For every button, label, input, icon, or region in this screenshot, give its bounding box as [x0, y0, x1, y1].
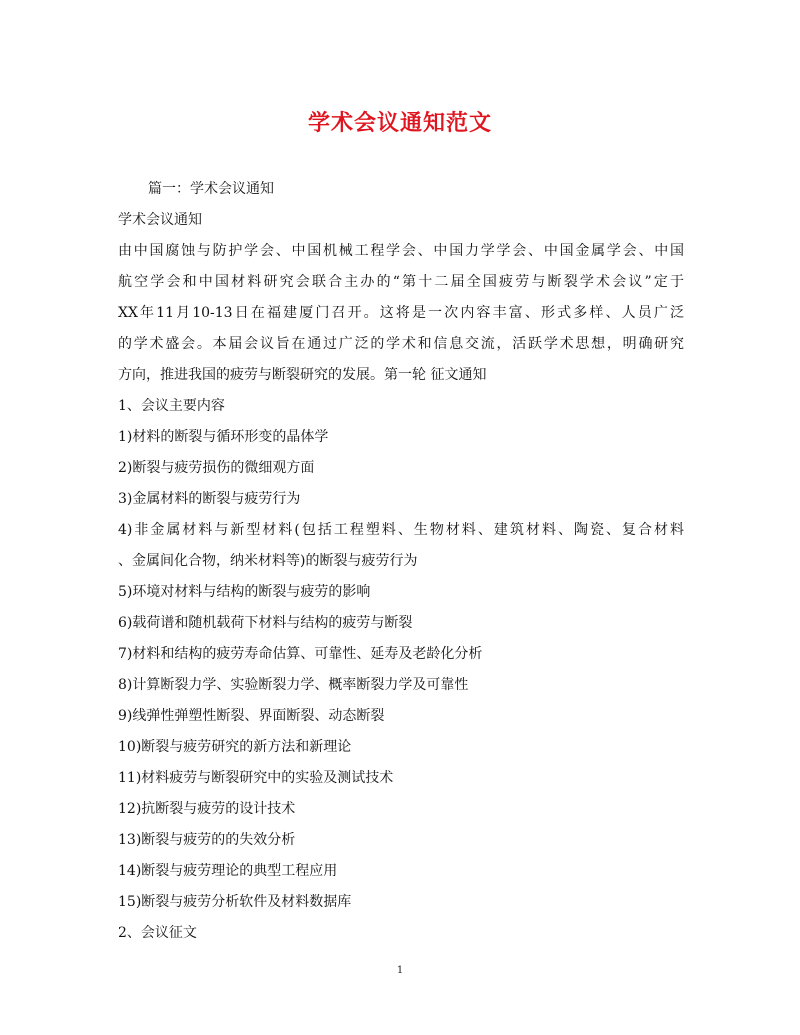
- intro-line: XX年11月10-13日在福建厦门召开。这将是一次内容丰富、形式多样、人员广泛: [118, 305, 684, 321]
- papers-heading: 2、会议征文: [118, 925, 197, 941]
- topic-item: 11)材料疲劳与断裂研究中的实验及测试技术: [118, 770, 394, 786]
- topic-item: 4)非金属材料与新型材料(包括工程塑料、生物材料、建筑材料、陶瓷、复合材料: [118, 522, 684, 538]
- topic-item: 15)断裂与疲劳分析软件及材料数据库: [118, 894, 352, 910]
- page-number: 1: [396, 965, 404, 976]
- topic-item: 3)金属材料的断裂与疲劳行为: [118, 491, 301, 507]
- intro-line: 由中国腐蚀与防护学会、中国机械工程学会、中国力学学会、中国金属学会、中国: [118, 243, 684, 259]
- topic-item: 2)断裂与疲劳损伤的微细观方面: [118, 460, 315, 476]
- topic-item: 8)计算断裂力学、实验断裂力学、概率断裂力学及可靠性: [118, 677, 469, 693]
- topic-item: 9)线弹性弹塑性断裂、界面断裂、动态断裂: [118, 708, 385, 724]
- topic-item: 、金属间化合物，纳米材料等)的断裂与疲劳行为: [118, 553, 418, 569]
- intro-line: 方向，推进我国的疲劳与断裂研究的发展。第一轮 征文通知: [118, 367, 487, 383]
- document-title: 学术会议通知范文: [307, 110, 492, 136]
- subheading: 学术会议通知: [118, 212, 202, 228]
- intro-line: 的学术盛会。本届会议旨在通过广泛的学术和信息交流，活跃学术思想，明确研究: [118, 336, 684, 352]
- topic-item: 13)断裂与疲劳的的失效分析: [118, 832, 296, 848]
- topic-item: 7)材料和结构的疲劳寿命估算、可靠性、延寿及老龄化分析: [118, 646, 483, 662]
- topic-item: 5)环境对材料与结构的断裂与疲劳的影响: [118, 584, 371, 600]
- intro-line: 航空学会和中国材料研究会联合主办的“第十二届全国疲劳与断裂学术会议”定于: [118, 274, 684, 290]
- document-body: [118, 174, 684, 949]
- topic-item: 10)断裂与疲劳研究的新方法和新理论: [118, 739, 352, 755]
- topics-heading: 1、会议主要内容: [118, 398, 225, 414]
- topic-item: 12)抗断裂与疲劳的设计技术: [118, 801, 296, 817]
- section-heading: 篇一：学术会议通知: [148, 181, 274, 197]
- topic-item: 14)断裂与疲劳理论的典型工程应用: [118, 863, 338, 879]
- topic-item: 1)材料的断裂与循环形变的晶体学: [118, 429, 329, 445]
- topic-item: 6)载荷谱和随机载荷下材料与结构的疲劳与断裂: [118, 615, 413, 631]
